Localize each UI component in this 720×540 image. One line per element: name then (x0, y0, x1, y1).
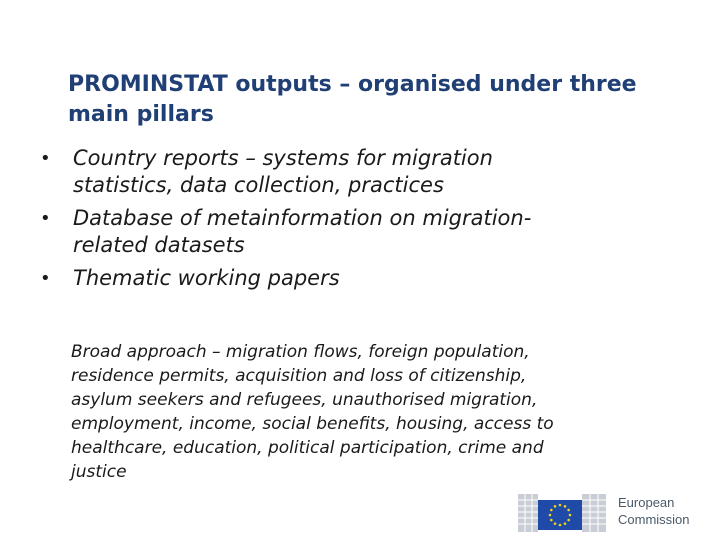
bullet-dot-icon: • (40, 208, 51, 229)
european-commission-logo (518, 488, 718, 534)
eu-star-icon (550, 509, 553, 512)
bullet-item: • Country reports – systems for migration statistics, data collection, practices (40, 146, 493, 197)
eu-star-icon (564, 522, 567, 525)
bullet-item: • Thematic working papers (40, 266, 340, 290)
eu-star-icon (554, 505, 557, 508)
eu-star-icon (564, 505, 567, 508)
title-line-1: PROMINSTAT outputs – organised under three (68, 72, 637, 97)
bullet-list (40, 145, 680, 298)
bullet-dot-icon: • (40, 268, 51, 289)
eu-star-icon (549, 514, 552, 517)
slide-title (68, 70, 708, 130)
bullet-dot-icon: • (40, 148, 51, 169)
eu-star-icon (559, 524, 562, 527)
eu-star-icon (567, 519, 570, 522)
commission-building-icon (518, 488, 606, 534)
eu-star-icon (554, 522, 557, 525)
eu-star-icon (559, 504, 562, 507)
logo-line-2: Commission (618, 512, 690, 527)
eu-star-icon (567, 509, 570, 512)
eu-star-icon (569, 514, 572, 517)
logo-text (618, 494, 718, 528)
scope-paragraph: Broad approach – migration flows, foreign population, residence permits, acquisition and loss of citizenship, asylum seekers and refugees, unauthorised migration, employment, income, social benefits, housing, access to healthcare, education, political participation, crime and justice (71, 342, 554, 482)
title-line-2: main pillars (68, 102, 214, 127)
bullet-item: • Database of metainformation on migration- related datasets (40, 206, 532, 257)
eu-star-icon (550, 519, 553, 522)
logo-line-1: European (618, 495, 675, 510)
